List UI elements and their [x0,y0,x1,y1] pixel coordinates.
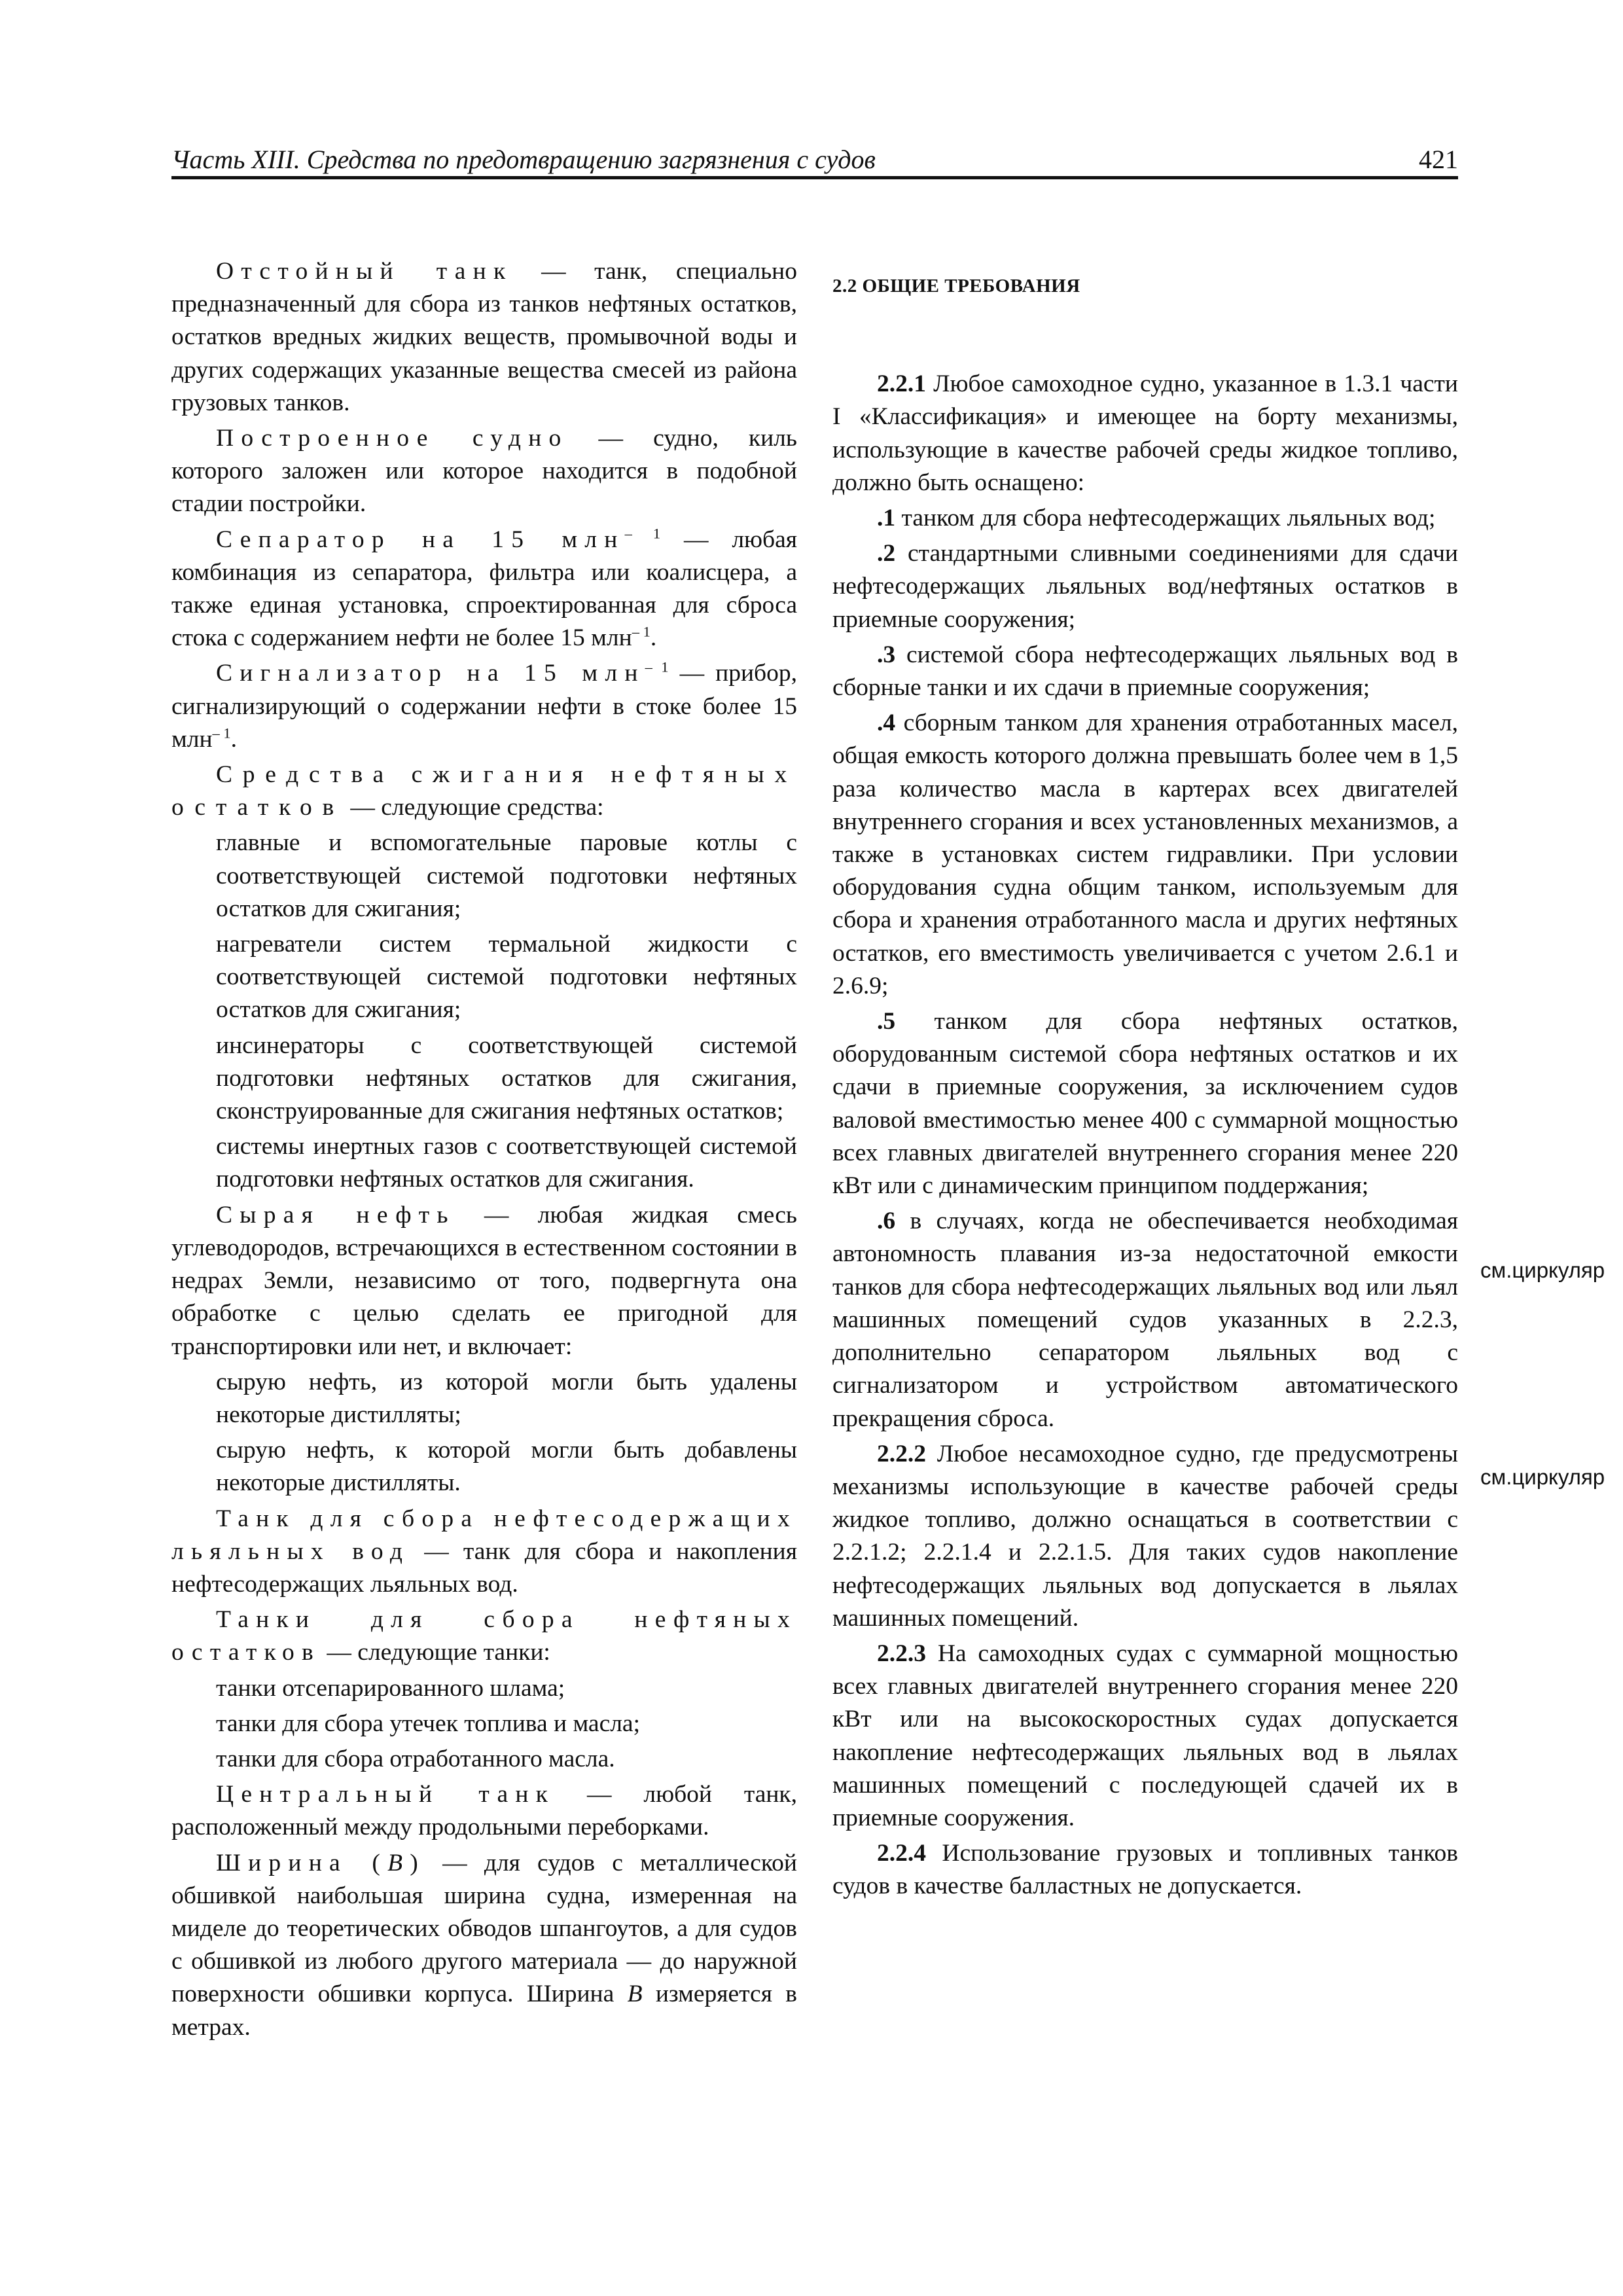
list-item: сырую нефть, к которой могли быть добавлены некоторые дистилляты. [216,1437,797,1497]
definition: Отстойный танк — танк, специально предназначенный для сбора из танков нефтяных остатков, остатков вредных жидких веществ, промывочной воды и других содержащих указанные вещества смесей из района грузовых танков. [171,258,797,416]
paragraph: 2.2.2 Любое несамоходное судно, где предусмотрены механизмы использующие в качестве рабочей среды жидкое топливо, должно оснащаться в соответствии с 2.2.1.2; 2.2.1.4 и 2.2.1.5. Для таких судов накопление нефтесодержащих льяльных вод допускается в льялах машинных помещений. [832,1440,1458,1632]
page-header [171,140,1458,179]
list-item: инсинераторы с соответствующей системой подготовки нефтяных остатков для сжигания, сконструированные для сжигания нефтяных остатков; [216,1031,797,1125]
list-item: танки для сбора утечек топлива и масла; [216,1710,640,1737]
paragraph: .6 в случаях, когда не обеспечивается необходимая автономность плавания из-за недостаточной емкости танков для сбора нефтесодержащих льяльных вод или льял машинных помещений судов указанных в 2.2.3, дополнительно сепаратором льяльных вод с сигнализатором и устройством автоматического прекращения сброса. [832,1208,1458,1432]
list-item: системы инертных газов с соответствующей системой подготовки нефтяных остатков для сжигания. [216,1133,797,1193]
paragraph: .3 системой сбора нефтесодержащих льяльных вод в сборные танки и их сдачи в приемные сооружения; [832,641,1458,702]
definition: Средства сжигания нефтяных остатков — следующие средства: [171,761,797,821]
definition: Танки для сбора нефтяных остатков — следующие танки: [171,1606,797,1666]
right-column [832,255,1458,1903]
list-item: танки отсепарированного шлама; [216,1674,565,1702]
list-item: танки для сбора отработанного масла. [216,1745,615,1772]
definition: Ширина (B) — для судов с металлической обшивкой наибольшая ширина судна, измеренная на миделе до теоретических обводов шпангоутов, а для судов с обшивкой из любого другого материала — до наружной поверхности обшивки корпуса. Ширина B измеряется в метрах. [171,1849,798,2041]
paragraph: 2.2.3 На самоходных судах с суммарной мощностью всех главных двигателей внутреннего сгорания менее 220 кВт или на высокоскоростных судах допускается накопление нефтесодержащих льяльных вод в льялах машинных помещений с последующей сдачей их в приемные сооружения. [832,1640,1458,1831]
definition: Танк для сбора нефтесодержащих льяльных вод — танк для сбора и накопления нефтесодержащих льяльных вод. [171,1505,797,1598]
margin-note-circular-link[interactable]: см.циркуляр [1480,1258,1605,1282]
definition: Сепаратор на 15 млн$^{- 1}$ — любая комбинация из сепаратора, фильтра или коалисцера, а также единая установка, спроектированная для сброса стока с содержанием нефти не более 15 млн$^{- 1}$. [171,525,798,652]
section-title: 2.2 ОБЩИЕ ТРЕБОВАНИЯ [832,276,1080,296]
list-item: нагреватели систем термальной жидкости с соответствующей системой подготовки нефтяных остатков для сжигания; [216,931,797,1024]
margin-note-circular-link[interactable]: см.циркуляр [1480,1465,1605,1489]
paragraph: .4 сборным танком для хранения отработанных масел, общая емкость которого должна превышать более чем в 1,5 раза количество масла в картерах всех двигателей внутреннего сгорания и всех установленных механизмов, а также в установках систем гидравлики. При условии оборудования судна общим танком, используемым для сбора и хранения отработанного масла и других нефтяных остатков, его вместимость увеличивается с учетом 2.6.1 и 2.6.9; [832,709,1458,999]
paragraph: .5 танком для сбора нефтяных остатков, оборудованным системой сбора нефтяных остатков и их сдачи в приемные сооружения, за исключением судов валовой вместимостью менее 400 с суммарной мощностью всех главных двигателей внутреннего сгорания менее 220 кВт или с динамическим принципом поддержания; [832,1008,1458,1200]
paragraph: 2.2.4 Использование грузовых и топливных танков судов в качестве балластных не допускается. [832,1840,1458,1900]
paragraph: .2 стандартными сливными соединениями для сдачи нефтесодержащих льяльных вод/нефтяных остатков в приемные сооружения; [832,540,1458,633]
paragraph: .1 танком для сбора нефтесодержащих льяльных вод; [877,505,1436,532]
definition: Сигнализатор на 15 млн$^{- 1}$ — прибор, сигнализирующий о содержании нефти в стоке более 15 млн$^{- 1}$. [171,658,798,753]
definition: Построенное судно — судно, киль которого заложен или которое находится в подобной стадии постройки. [171,425,797,518]
running-title: Часть XIII. Средства по предотвращению загрязнения с судов [171,145,876,174]
paragraph: 2.2.1 Любое самоходное судно, указанное в 1.3.1 части I «Классификация» и имеющее на борту механизмы, использующие в качестве рабочей среды жидкое топливо, должно быть оснащено: [832,370,1458,496]
definition: Сырая нефть — любая жидкая смесь углеводородов, встречающихся в естественном состоянии в недрах Земли, независимо от того, подвергнута она обработке с целью сделать ее пригодной для транспортировки или нет, и включает: [171,1201,797,1360]
left-column [171,255,797,2044]
list-item: главные и вспомогательные паровые котлы с соответствующей системой подготовки нефтяных остатков для сжигания; [216,829,797,922]
page-number: 421 [1419,145,1458,174]
definition: Центральный танк — любой танк, расположенный между продольными переборками. [171,1781,798,1841]
list-item: сырую нефть, из которой могли быть удалены некоторые дистилляты; [216,1368,797,1428]
